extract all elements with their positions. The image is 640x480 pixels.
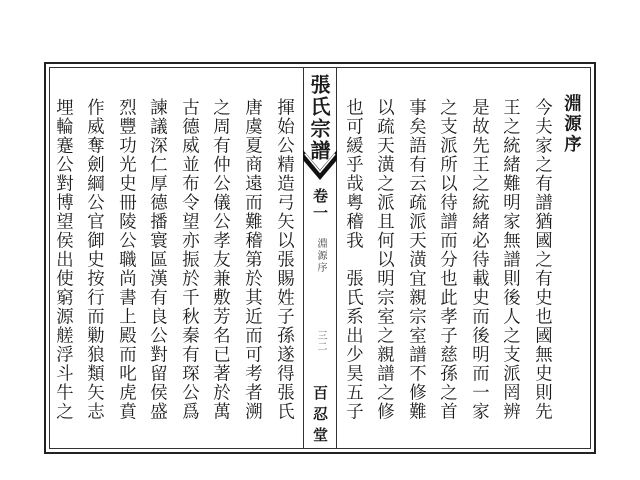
text-column: 埋輪蹇公對博望侯出使窮源艖浮斗牛之 — [52, 98, 73, 421]
text-column: 以疏天潢之派且何以明宗室之親譜之修 — [373, 98, 394, 421]
text-column: 唐虞夏商遠而難稽第於其近而可考者溯 — [241, 98, 262, 421]
text-column: 古德威並布令望亦振於千秋秦有琛公爲 — [178, 98, 199, 421]
text-column: 事矣語有云疏派天潢宜親宗室譜不修難 — [405, 98, 426, 421]
text-column: 王之統緒難明家無譜則後人之支派罔辨 — [499, 98, 520, 421]
text-column: 之周有仲公儀公孝友兼敷芳名已著於萬 — [209, 98, 230, 421]
text-column: 也可緩乎哉粤稽我 張氏系出少昊五子 — [342, 98, 363, 421]
text-column: 作威奪劍綱公官御史按行而勦狼類矢志 — [83, 98, 104, 421]
book-title: 張氏宗譜 — [307, 74, 331, 162]
text-column: 揮始公精造弓矢以張賜姓子孫遂得張氏 — [273, 98, 294, 421]
preface-heading: 淵源序 — [560, 94, 581, 156]
text-column: 諫議深仁厚德播寰區漢有良公對留侯盛 — [146, 98, 167, 421]
text-column: 今夫家之有譜猶國之有史也國無史則先 — [531, 98, 552, 421]
text-column: 之支派所以待譜而分也此孝子慈孫之首 — [436, 98, 457, 421]
text-column: 是故先王之統緒必待載史而後明而一家 — [468, 98, 489, 421]
volume-label: 卷一 — [311, 188, 329, 222]
page-number: 三二 — [315, 330, 326, 352]
text-column: 烈豐功光史冊陵公職尚書上殿而叱虎賁 — [115, 98, 136, 421]
publisher-hall-name: 百忍堂 — [311, 385, 329, 448]
section-title: 淵源序 — [315, 238, 326, 274]
